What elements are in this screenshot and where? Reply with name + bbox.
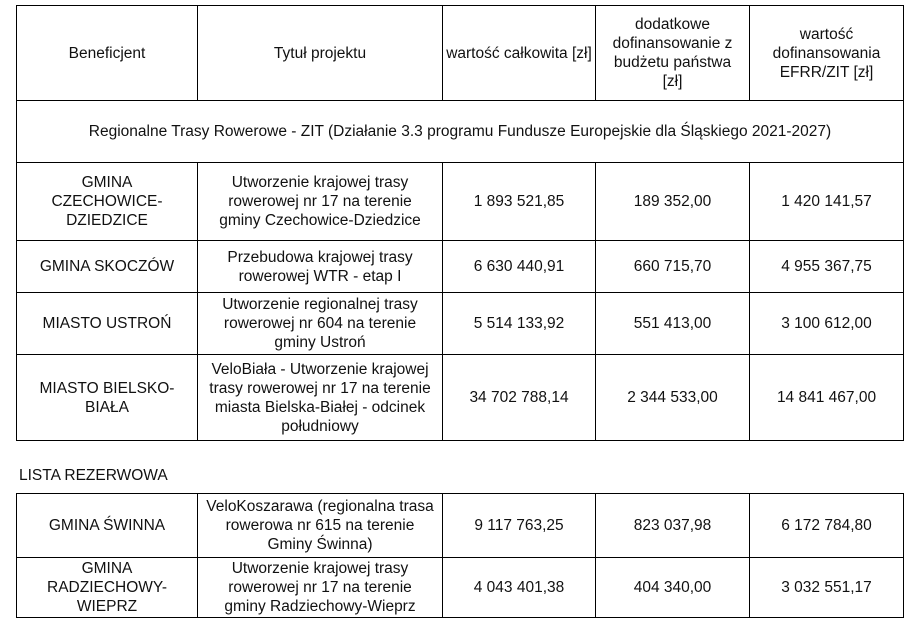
header-beneficiary: Beneficjent bbox=[17, 6, 198, 101]
total-value-cell: 34 702 788,14 bbox=[443, 355, 596, 441]
header-total-value: wartość całkowita [zł] bbox=[443, 6, 596, 101]
additional-funding-cell: 2 344 533,00 bbox=[596, 355, 750, 441]
beneficiary-cell: GMINA CZECHOWICE-DZIEDZICE bbox=[17, 163, 198, 241]
additional-funding-cell: 660 715,70 bbox=[596, 241, 750, 293]
efrr-funding-cell: 6 172 784,80 bbox=[750, 494, 904, 558]
header-efrr-funding: wartość dofinansowania EFRR/ZIT [zł] bbox=[750, 6, 904, 101]
reserve-list-heading: LISTA REZERWOWA bbox=[19, 467, 168, 484]
table-row bbox=[17, 163, 904, 241]
additional-funding-cell: 404 340,00 bbox=[596, 558, 750, 618]
beneficiary-cell: GMINA SKOCZÓW bbox=[17, 241, 198, 293]
project-title-cell: Utworzenie krajowej trasy rowerowej nr 17 na terenie gminy Czechowice-Dziedzice bbox=[198, 163, 443, 241]
header-additional-funding: dodatkowe dofinansowanie z budżetu państwa [zł] bbox=[596, 6, 750, 101]
reserve-table bbox=[16, 493, 904, 618]
efrr-funding-cell: 1 420 141,57 bbox=[750, 163, 904, 241]
table-row bbox=[17, 558, 904, 618]
efrr-funding-cell: 14 841 467,00 bbox=[750, 355, 904, 441]
table-row bbox=[17, 293, 904, 355]
total-value-cell: 5 514 133,92 bbox=[443, 293, 596, 355]
beneficiary-cell: MIASTO BIELSKO-BIAŁA bbox=[17, 355, 198, 441]
section-row bbox=[17, 101, 904, 163]
additional-funding-cell: 551 413,00 bbox=[596, 293, 750, 355]
beneficiary-cell: GMINA ŚWINNA bbox=[17, 494, 198, 558]
efrr-funding-cell: 3 100 612,00 bbox=[750, 293, 904, 355]
table-row bbox=[17, 241, 904, 293]
project-title-cell: Przebudowa krajowej trasy rowerowej WTR - etap I bbox=[198, 241, 443, 293]
projects-table bbox=[16, 5, 904, 441]
beneficiary-cell: GMINA RADZIECHOWY-WIEPRZ bbox=[17, 558, 198, 618]
project-title-cell: Utworzenie krajowej trasy rowerowej nr 17 na terenie gminy Radziechowy-Wieprz bbox=[198, 558, 443, 618]
efrr-funding-cell: 3 032 551,17 bbox=[750, 558, 904, 618]
section-title: Regionalne Trasy Rowerowe - ZIT (Działanie 3.3 programu Fundusze Europejskie dla Śląskiego 2021-2027) bbox=[17, 101, 904, 163]
table-header-row bbox=[17, 6, 904, 101]
additional-funding-cell: 189 352,00 bbox=[596, 163, 750, 241]
table-row bbox=[17, 494, 904, 558]
project-title-cell: VeloKoszarawa (regionalna trasa rowerowa nr 615 na terenie Gminy Świnna) bbox=[198, 494, 443, 558]
header-project-title: Tytuł projektu bbox=[198, 6, 443, 101]
project-title-cell: VeloBiała - Utworzenie krajowej trasy rowerowej nr 17 na terenie miasta Bielska-Białej - odcinek południowy bbox=[198, 355, 443, 441]
beneficiary-cell: MIASTO USTROŃ bbox=[17, 293, 198, 355]
total-value-cell: 9 117 763,25 bbox=[443, 494, 596, 558]
total-value-cell: 6 630 440,91 bbox=[443, 241, 596, 293]
project-title-cell: Utworzenie regionalnej trasy rowerowej nr 604 na terenie gminy Ustroń bbox=[198, 293, 443, 355]
additional-funding-cell: 823 037,98 bbox=[596, 494, 750, 558]
total-value-cell: 4 043 401,38 bbox=[443, 558, 596, 618]
table-row bbox=[17, 355, 904, 441]
total-value-cell: 1 893 521,85 bbox=[443, 163, 596, 241]
efrr-funding-cell: 4 955 367,75 bbox=[750, 241, 904, 293]
